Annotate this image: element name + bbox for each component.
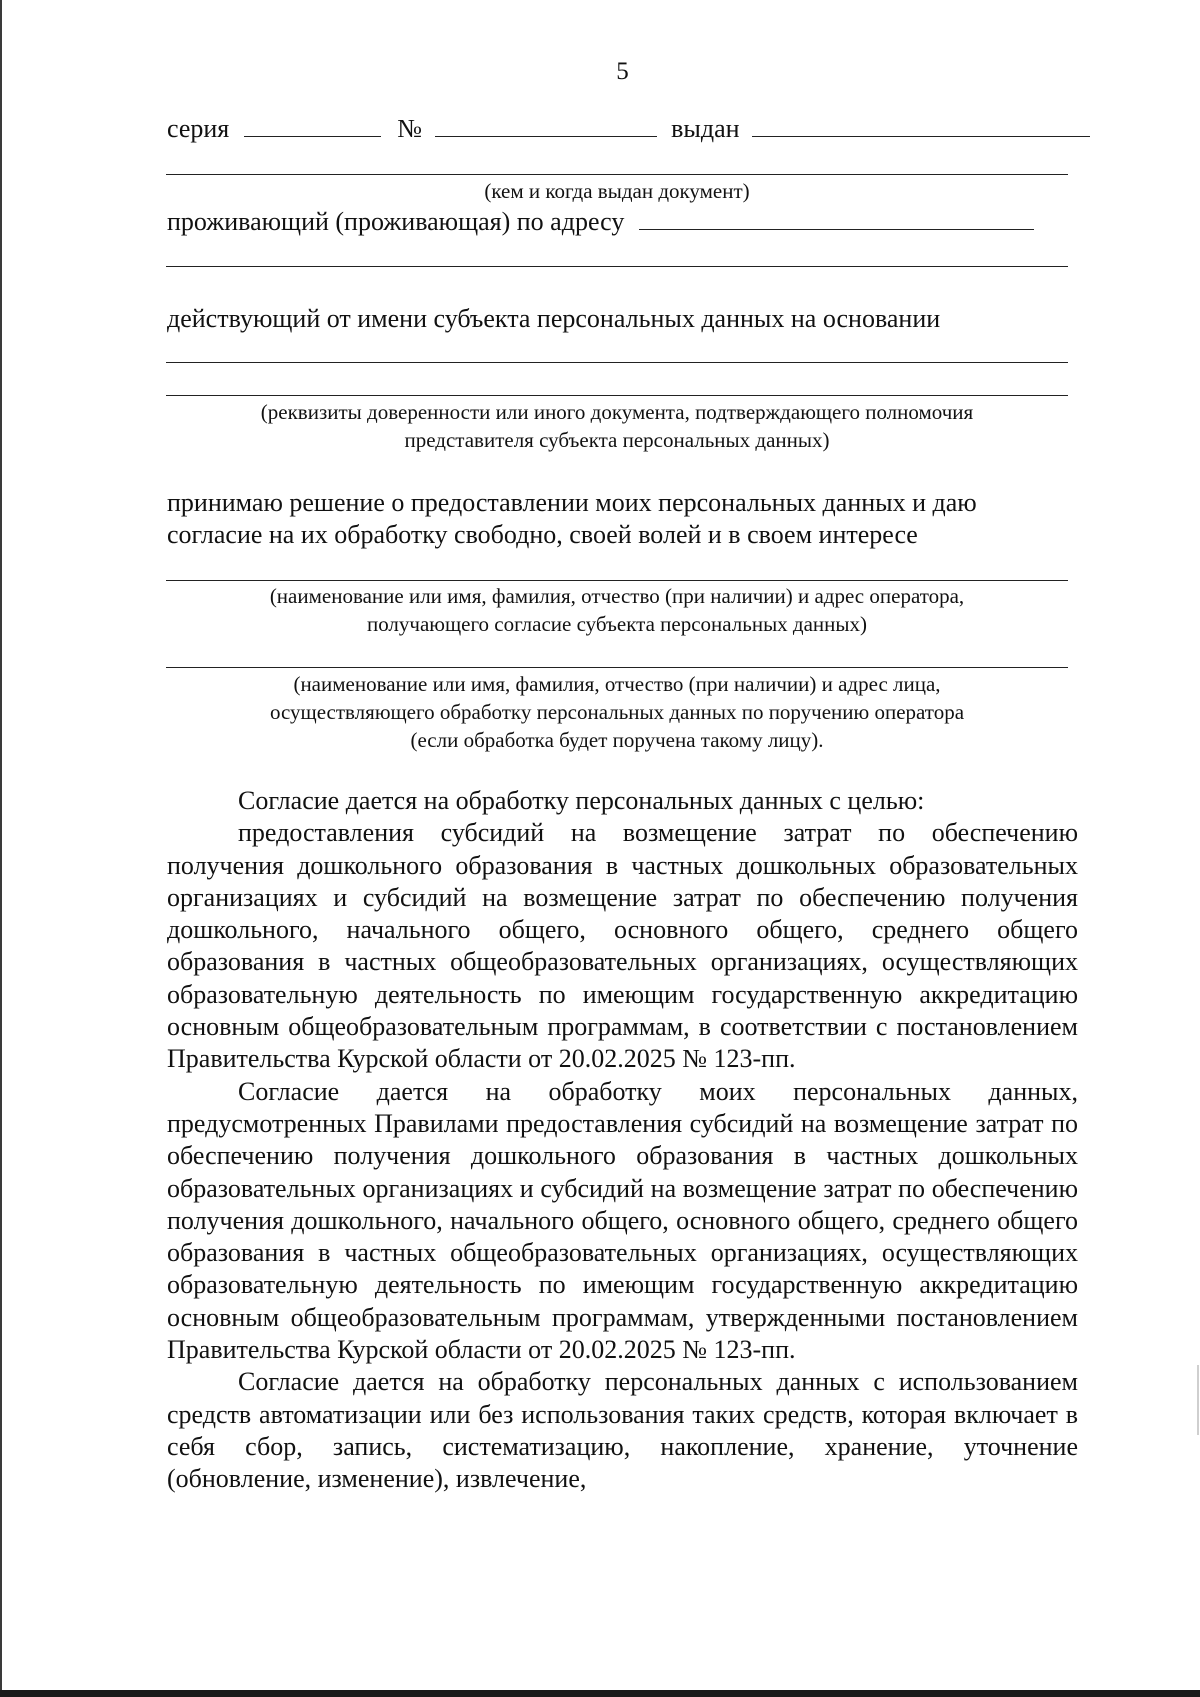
series-label: серия bbox=[167, 114, 230, 143]
operator-caption-line1: (наименование или имя, фамилия, отчество (при наличии) и адрес оператора, bbox=[269, 584, 965, 608]
consent-purpose-heading: Согласие дается на обработку персональных данных с целью: bbox=[238, 786, 925, 815]
issued-field[interactable] bbox=[752, 114, 1090, 137]
issued-caption: (кем и когда выдан документ) bbox=[484, 179, 750, 203]
acting-label: действующий от имени субъекта персональных данных на основании bbox=[167, 304, 941, 333]
consent-scope-paragraph: Согласие дается на обработку моих персональных данных, предусмотренных Правилами предоставления субсидий на возмещение затрат по обеспечению получения дошкольного образования в частных дошкольных образовательных организациях и субсидий на возмещение затрат по обеспечению получения дошкольного, начального общего, основного общего, среднего общего образования в частных общеобразовательных организациях, осуществляющих образовательную деятельность по имеющим государственную аккредитацию основным общеобразовательным программам, утвержденными постановлением Правительства Курской области от 20.02.2025 № 123-пп. bbox=[167, 1076, 1078, 1365]
address-field[interactable] bbox=[639, 207, 1034, 230]
consent-processing-paragraph: Согласие дается на обработку персональных данных с использованием средств автоматизации или без использования таких средств, которая включает в себя сбор, запись, систематизацию, накопление, хранение, уточнение (обновление, изменение), извлечение, bbox=[167, 1367, 1078, 1494]
issued-line-2[interactable] bbox=[166, 174, 1068, 175]
processor-line[interactable] bbox=[166, 667, 1068, 668]
authority-line-2[interactable] bbox=[166, 395, 1068, 396]
operator-line[interactable] bbox=[166, 580, 1068, 581]
address-label: проживающий (проживающая) по адресу bbox=[167, 207, 625, 236]
number-field[interactable] bbox=[435, 114, 657, 137]
decision-line2: согласие на их обработку свободно, своей волей и в своем интересе bbox=[167, 520, 918, 549]
operator-caption bbox=[166, 582, 1068, 638]
authority-line-1[interactable] bbox=[166, 362, 1068, 363]
processor-caption-line2: осуществляющего обработку персональных данных по поручению оператора bbox=[269, 700, 965, 724]
scan-bottom-edge bbox=[0, 1690, 1200, 1697]
series-field[interactable] bbox=[244, 114, 381, 137]
processor-caption-line1: (наименование или имя, фамилия, отчество (при наличии) и адрес лица, bbox=[293, 672, 941, 696]
series-row bbox=[167, 113, 1090, 145]
scan-right-marks bbox=[1197, 1365, 1199, 1435]
scan-left-edge bbox=[0, 0, 2, 1697]
issued-label: выдан bbox=[671, 114, 740, 143]
consent-body bbox=[167, 785, 1078, 1496]
address-row bbox=[167, 206, 1034, 238]
consent-purpose-paragraph: предоставления субсидий на возмещение затрат по обеспечению получения дошкольного образования в частных дошкольных образовательных организациях и субсидий на возмещение затрат по обеспечению получения дошкольного, начального общего, основного общего, среднего общего образования в частных общеобразовательных организациях, осуществляющих образовательную деятельность по имеющим государственную аккредитацию основным общеобразовательным программам, в соответствии с постановлением Правительства Курской области от 20.02.2025 № 123-пп. bbox=[167, 818, 1078, 1074]
processor-caption bbox=[166, 670, 1068, 754]
page-number: 5 bbox=[616, 58, 629, 85]
authority-caption-line2: представителя субъекта персональных данных) bbox=[404, 428, 830, 452]
authority-caption-line1: (реквизиты доверенности или иного документа, подтверждающего полномочия bbox=[260, 400, 974, 424]
decision-line1: принимаю решение о предоставлении моих персональных данных и даю bbox=[167, 488, 977, 517]
address-line-2[interactable] bbox=[166, 266, 1068, 267]
number-label: № bbox=[397, 114, 423, 143]
operator-caption-line2: получающего согласие субъекта персональных данных) bbox=[366, 612, 868, 636]
processor-caption-line3: (если обработка будет поручена такому лицу). bbox=[410, 728, 824, 752]
authority-caption bbox=[166, 398, 1068, 454]
